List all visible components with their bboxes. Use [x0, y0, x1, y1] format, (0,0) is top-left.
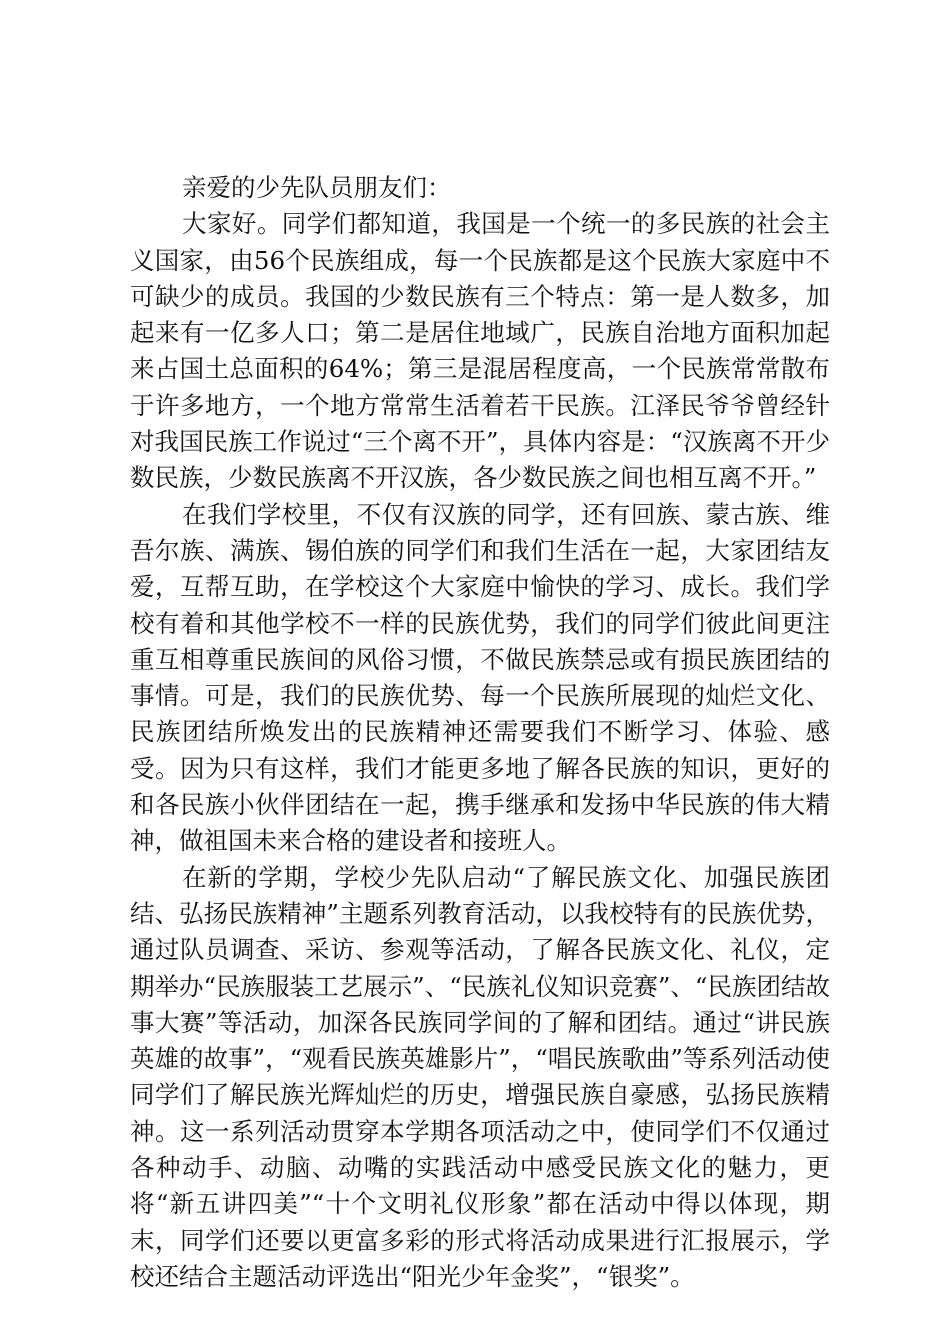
paragraph-school: 在我们学校里，不仅有汉族的同学，还有回族、蒙古族、维吾尔族、满族、锡伯族的同学们和我们生活在一起，大家团结友爱，互帮互助，在学校这个大家庭中愉快的学习、成长。我们学校有着和其他学校不一样的民族优势，我们的同学们彼此间更注重互相尊重民族间的风俗习惯，不做民族禁忌或有损民族团结的事情。可是，我们的民族优势、每一个民族所展现的灿烂文化、民族团结所焕发出的民族精神还需要我们不断学习、体验、感受。因为只有这样，我们才能更多地了解各民族的知识，更好的和各民族小伙伴团结在一起，携手继承和发扬中华民族的伟大精神，做祖国未来合格的建设者和接班人。	[130, 499, 830, 856]
salutation: 亲爱的少先队员朋友们：	[182, 173, 452, 202]
paragraph-intro: 大家好。同学们都知道，我国是一个统一的多民族的社会主义国家，由56个民族组成，每一个民族都是这个民族大家庭中不可缺少的成员。我国的少数民族有三个特点：第一是人数多，加起来有一亿多人口；第二是居住地域广，民族自治地方面积加起来占国土总面积的64%；第三是混居程度高，一个民族常常散布于许多地方，一个地方常常生活着若干民族。江泽民爷爷曾经针对我国民族工作说过“三个离不开”，具体内容是：“汉族离不开少数民族，少数民族离不开汉族，各少数民族之间也相互离不开。”	[130, 209, 830, 493]
paragraph-activities: 在新的学期，学校少先队启动“了解民族文化、加强民族团结、弘扬民族精神”主题系列教育活动，以我校特有的民族优势，通过队员调查、采访、参观等活动，了解各民族文化、礼仪，定期举办“民族服装工艺展示”、“民族礼仪知识竞赛”、“民族团结故事大赛”等活动，加深各民族同学间的了解和团结。通过“讲民族英雄的故事”，“观看民族英雄影片”，“唱民族歌曲”等系列活动使同学们了解民族光辉灿烂的历史，增强民族自豪感，弘扬民族精神。这一系列活动贯穿本学期各项活动之中，使同学们不仅通过各种动手、动脑、动嘴的实践活动中感受民族文化的魅力，更将“新五讲四美”“十个文明礼仪形象”都在活动中得以体现，期末，同学们还要以更富多彩的形式将活动成果进行汇报展示，学校还结合主题活动评选出“阳光少年金奖”，“银奖”。	[130, 862, 830, 1291]
document-body	[130, 170, 830, 1295]
